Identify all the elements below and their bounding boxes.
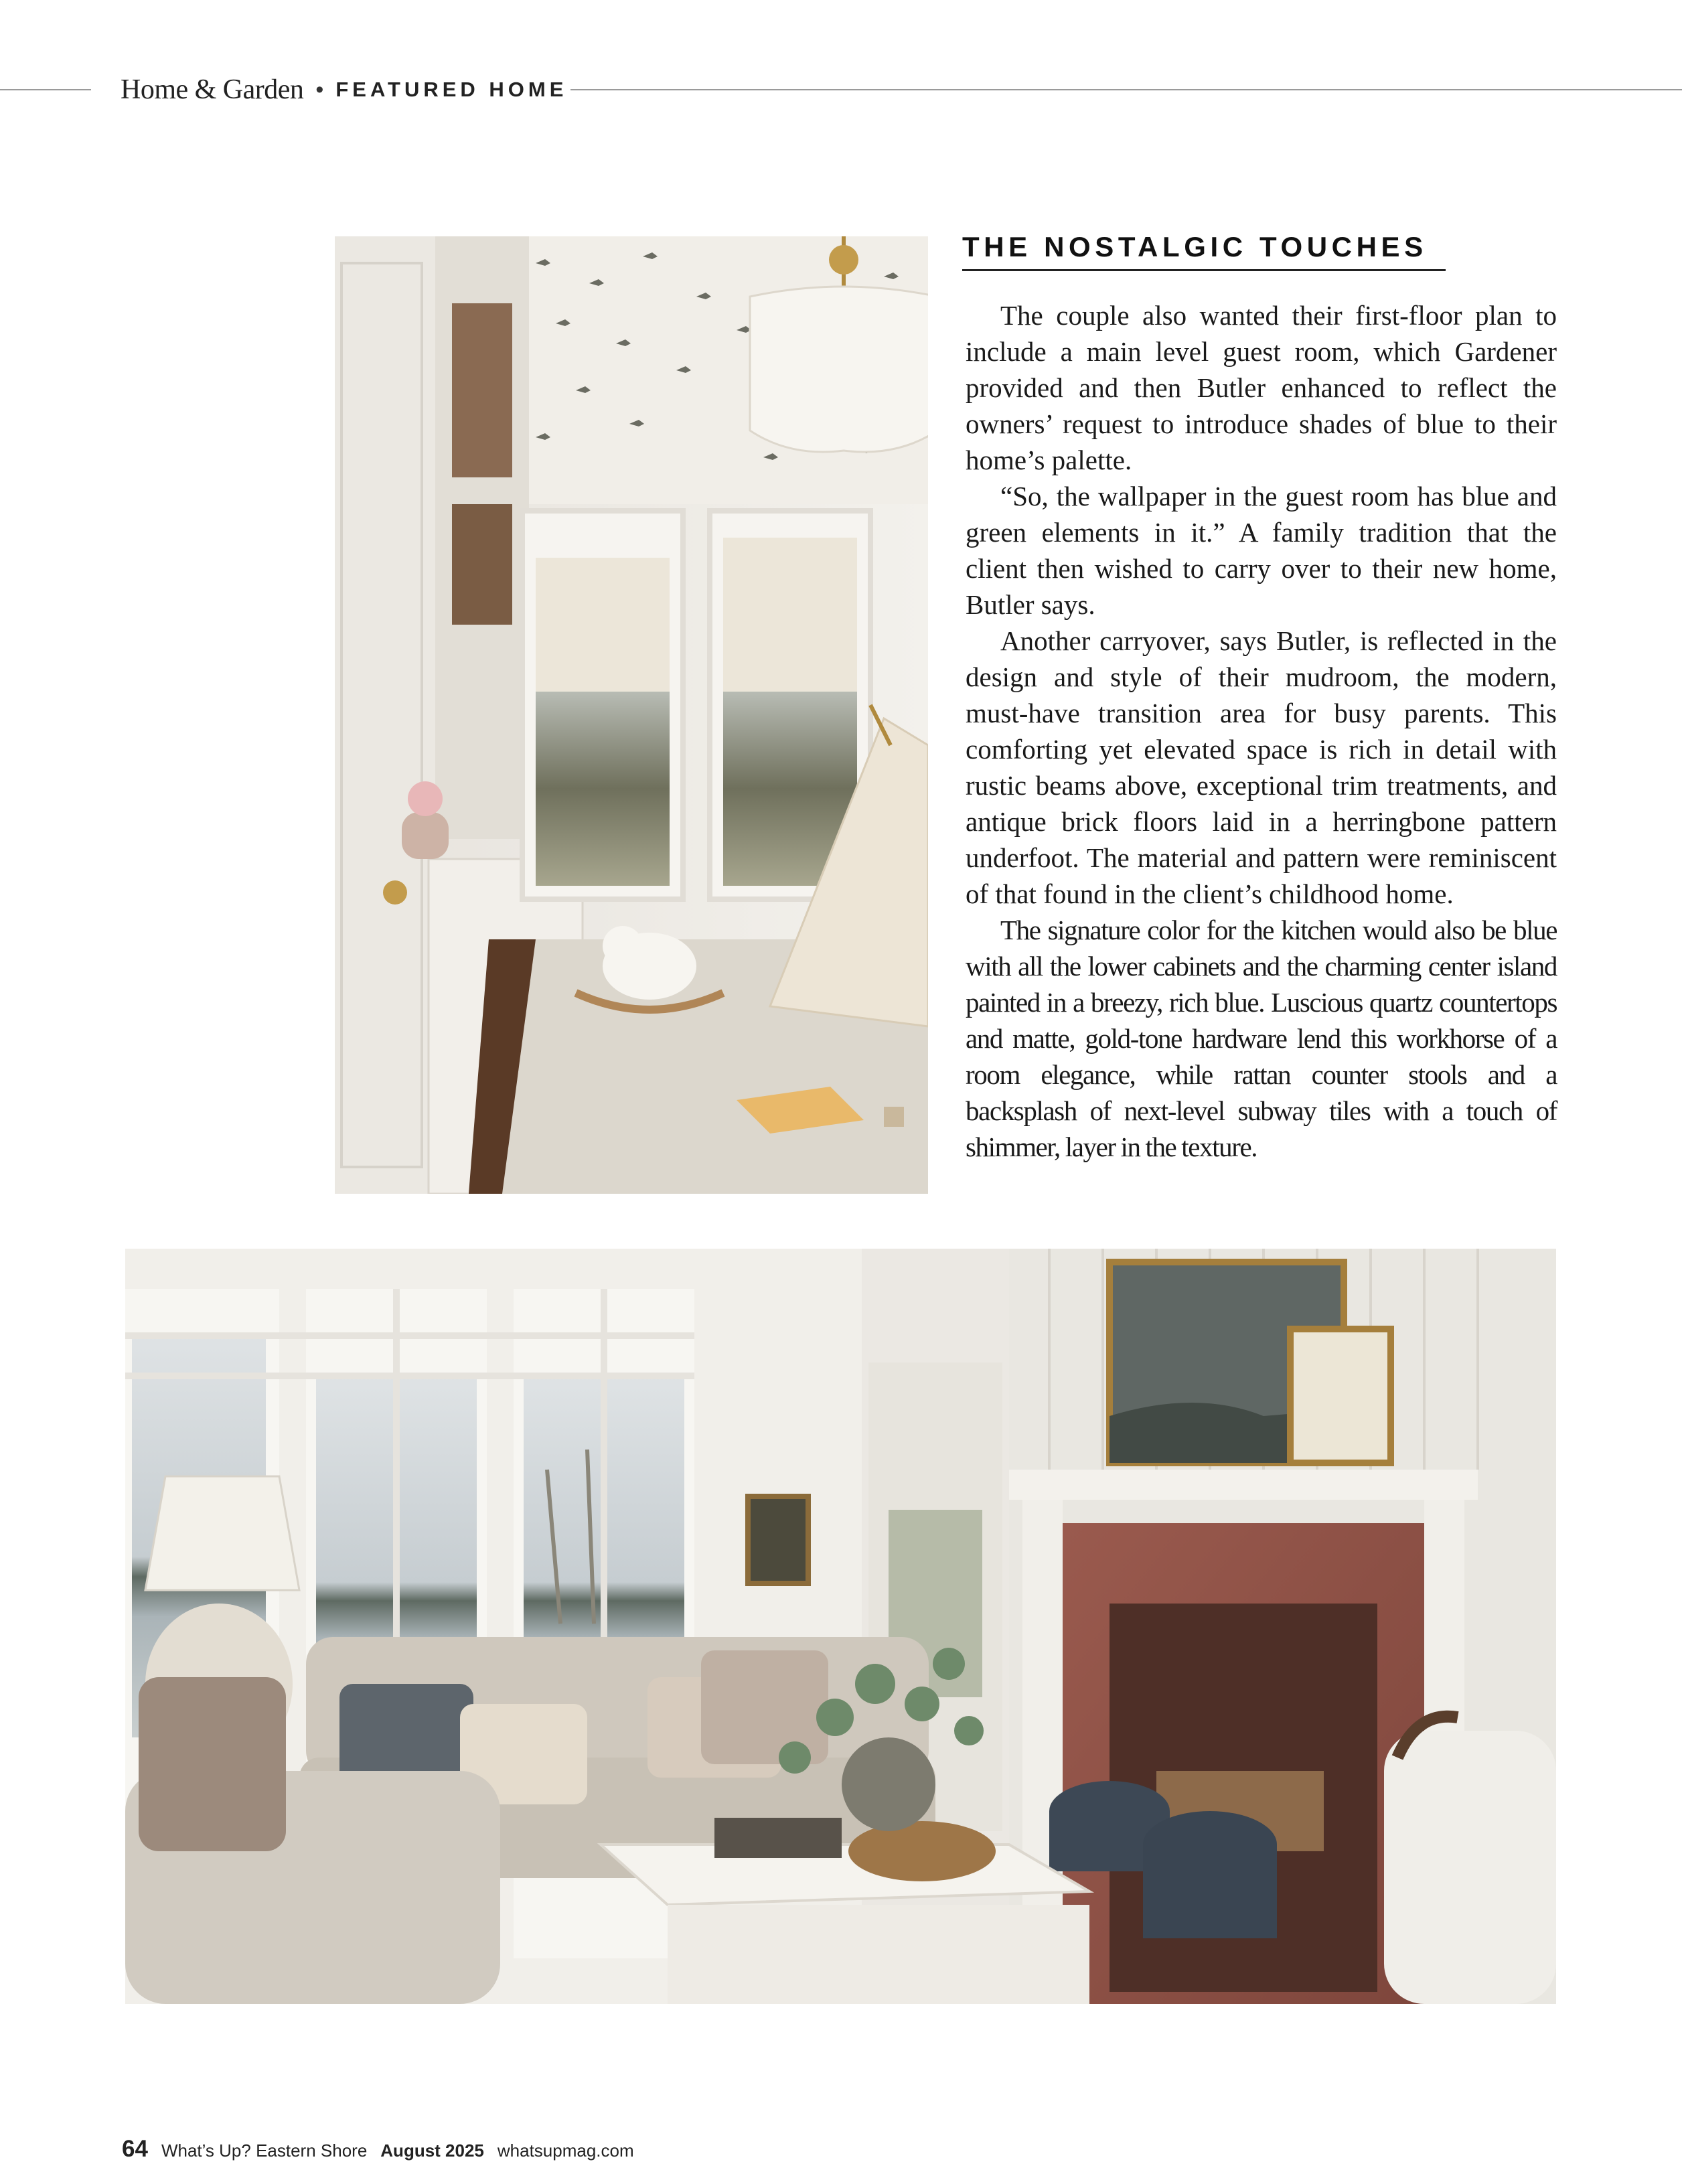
guest-room-illustration xyxy=(335,236,928,1194)
article-body xyxy=(966,297,1557,1165)
header-rule-left xyxy=(0,89,91,90)
living-room-photo xyxy=(125,1249,1556,2004)
category-label: FEATURED HOME xyxy=(335,78,568,101)
guest-room-photo xyxy=(335,236,928,1194)
paragraph: The signature color for the kitchen would also be blue with all the lower cabinets and the charming center island painted in a breezy, rich blue. Luscious quartz countertops and matte, gold-tone hardware lend this workhorse of a room elegance, while rattan counter stools and a backsplash of next-level subway tiles with a touch of shimmer, layer in the texture. xyxy=(966,915,1557,1162)
paragraph: The couple also wanted their first-floor plan to include a main level guest room, which Gardener provided and then Butler enhanced to reflect the owners’ request to introduce shades of blue to their home’s palette. xyxy=(966,300,1557,475)
publication-name: What’s Up? Eastern Shore xyxy=(161,2140,368,2161)
paragraph: “So, the wallpaper in the guest room has blue and green elements in it.” A family tradition that the client then wished to carry over to their new home, Butler says. xyxy=(966,481,1557,620)
page-number: 64 xyxy=(122,2136,148,2162)
website: whatsupmag.com xyxy=(497,2140,634,2161)
issue-date: August 2025 xyxy=(380,2140,484,2161)
section-heading: THE NOSTALGIC TOUCHES xyxy=(962,231,1428,262)
header-separator: • xyxy=(315,76,324,102)
page-footer xyxy=(122,2136,634,2163)
heading-underline xyxy=(962,269,1446,271)
paragraph: Another carryover, says Butler, is reflected in the design and style of their mudroom, the modern, must-have transition area for busy parents. This comforting yet elevated space is rich in detail with rustic beams above, exceptional trim treatments, and antique brick floors laid in a herringbone pattern underfoot. The material and pattern were reminiscent of that found in the client’s childhood home. xyxy=(966,625,1557,909)
running-header xyxy=(121,70,567,110)
header-rule-right xyxy=(570,89,1682,90)
section-name: Home & Garden xyxy=(121,74,304,105)
living-room-illustration xyxy=(125,1249,1556,2004)
